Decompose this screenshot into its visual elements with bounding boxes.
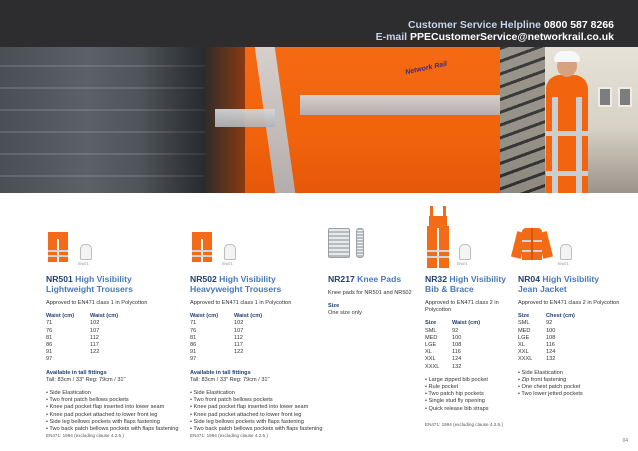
product-title: NR04 High Visibility Jean Jacket <box>518 274 600 294</box>
en471-badge-icon <box>459 244 471 260</box>
feature-item: • Two patch hip pockets <box>425 391 515 398</box>
helpline-label: Customer Service Helpline <box>407 19 541 31</box>
feature-item: • Knee pad pocket flap inserted into lower seam <box>190 404 326 411</box>
product-thumbnail <box>190 226 326 268</box>
thumb-label: EN471 <box>222 262 233 266</box>
approval-text: Approved to EN471 class 2 in Polycotton <box>425 300 499 314</box>
network-rail-logo: Network Rail <box>404 60 448 77</box>
trouser-image <box>48 232 68 262</box>
feature-item: • Two back patch bellows pockets with flaps fastening <box>46 426 182 433</box>
page-number: 04 <box>622 438 628 444</box>
feature-item: • Two front patch bellows pockets <box>46 397 182 404</box>
feature-item: • One chest patch pocket <box>518 384 628 391</box>
footnote-nr32: EN471: 1994 (excluding clause 4.2.5.) <box>425 421 503 427</box>
email-address[interactable]: PPECustomerService@networkrail.co.uk <box>410 31 614 43</box>
en471-badge-icon <box>224 244 236 260</box>
approval-text: Approved to EN471 class 1 in Polycotton <box>46 300 148 306</box>
photo-timber-wall <box>0 47 215 193</box>
feature-item: • Knee pad pocket attached to lower front leg <box>190 412 326 419</box>
trouser-image <box>192 232 212 262</box>
feature-item: • Two front patch bellows pockets <box>190 397 326 404</box>
feature-item: • Knee pad pocket attached to lower front leg <box>46 412 182 419</box>
worker-helmet <box>554 51 580 62</box>
size-table: Size Chest (cm) SML 92 MED 100 LGE 108 XL 116 XXL 124 XXXL 132 <box>518 313 575 363</box>
feature-item: • Quick release bib straps <box>425 406 515 413</box>
product-description: Knee pads for NR501 and NR502 <box>328 290 412 296</box>
product-thumbnail <box>328 226 418 268</box>
thumb-label: EN471 <box>457 262 468 266</box>
feature-list <box>425 377 515 413</box>
thumb-label: EN471 <box>78 262 89 266</box>
product-title: NR32 High Visibility Bib & Brace <box>425 274 507 294</box>
knee-pad-side-image <box>356 228 364 258</box>
tall-fittings: Available in tall fittings Tall: 83cm / 33" Reg: 79cm / 31" <box>46 369 126 383</box>
product-thumbnail <box>518 226 628 268</box>
feature-list <box>518 370 628 399</box>
feature-list <box>46 390 182 433</box>
jacket-image <box>514 228 550 262</box>
product-thumbnail <box>425 226 515 268</box>
product-title: NR501 High Visibility Lightweight Trousers <box>46 274 133 294</box>
feature-item: • Side leg bellows pockets with flaps fastening <box>190 419 326 426</box>
footnote-nr501: EN471: 1994 (excluding clause 4.2.5.) <box>46 433 124 438</box>
header-band <box>0 0 638 47</box>
helpline-number[interactable]: 0800 587 8266 <box>543 19 614 31</box>
feature-item: • Zip front fastening <box>518 377 628 384</box>
feature-item: • Two back patch bellows pockets with flaps fastening <box>190 426 326 433</box>
feature-item: • Side Elastication <box>46 390 182 397</box>
hero-photo <box>0 47 638 193</box>
feature-item: • Rule pocket <box>425 384 515 391</box>
approval-text: Approved to EN471 class 1 in Polycotton <box>190 300 292 306</box>
feature-item: • Side Elastication <box>190 390 326 397</box>
feature-item: • Large zipped bib pocket <box>425 377 515 384</box>
product-nr502 <box>190 226 326 433</box>
product-title: NR502 High Visibility Heavyweight Trousers <box>190 274 282 294</box>
feature-item: • Side leg bellows pockets with flaps fastening <box>46 419 182 426</box>
approval-text: Approved to EN471 class 2 in Polycotton <box>518 300 620 306</box>
feature-item: • Side Elastication <box>518 370 628 377</box>
knee-pad-image <box>328 228 350 258</box>
size-table: Waist (cm) Waist (cm) 71 102 76 107 81 112 86 117 91 122 97 <box>46 313 119 363</box>
email-label: E-mail <box>375 31 408 43</box>
product-nr217 <box>328 226 418 318</box>
thumb-label: EN471 <box>558 262 569 266</box>
product-nr501 <box>46 226 182 433</box>
photo-stairs <box>500 47 545 193</box>
tall-fittings: Available in tall fittings Tall: 83cm / 33" Reg: 79cm / 31" <box>190 369 270 383</box>
email-line <box>376 31 614 43</box>
feature-item: • Single stud fly opening <box>425 398 515 405</box>
size-info: Size One size only <box>328 303 362 317</box>
en471-badge-icon <box>80 244 92 260</box>
product-thumbnail <box>46 226 182 268</box>
product-nr04 <box>518 226 628 398</box>
product-nr32 <box>425 226 515 427</box>
size-table: Size Waist (cm) SML 92 MED 100 LGE 108 XL 116 XXL 124 XXXL 132 <box>425 320 481 370</box>
en471-badge-icon <box>560 244 572 260</box>
footnote-nr502: EN471: 1994 (excluding clause 4.2.5.) <box>190 433 268 438</box>
helpline <box>408 19 614 31</box>
size-table: Waist (cm) Waist (cm) 71 102 76 107 81 112 86 117 91 122 97 <box>190 313 263 363</box>
feature-item: • Two lower jetted pockets <box>518 391 628 398</box>
bib-and-brace-image <box>427 206 449 248</box>
feature-item: • Knee pad pocket flap inserted into lower seam <box>46 404 182 411</box>
product-title: NR217 Knee Pads <box>328 274 402 284</box>
feature-list <box>190 390 326 433</box>
